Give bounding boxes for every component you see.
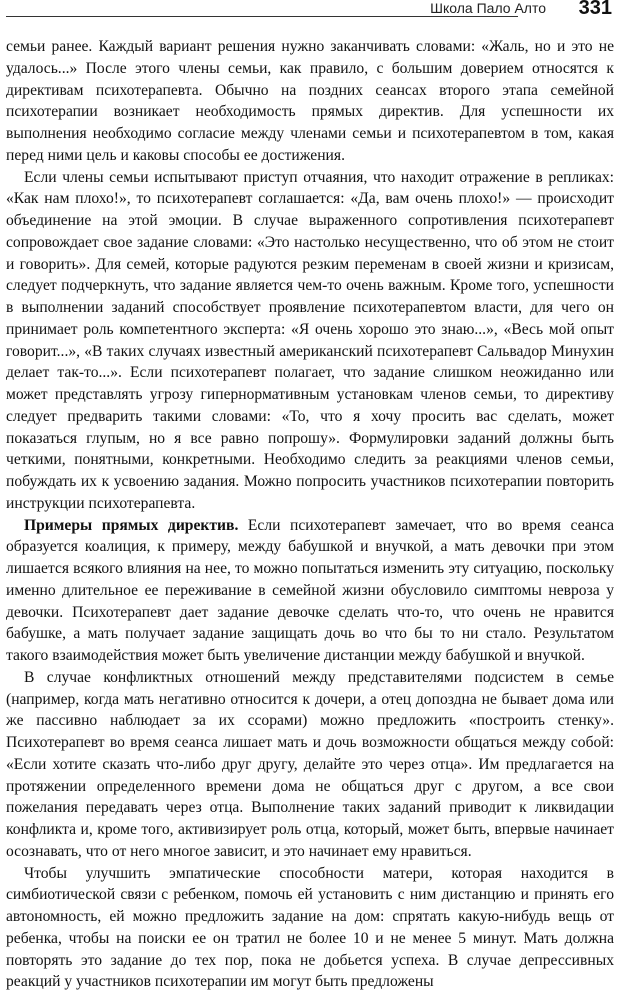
page-number: 331 [579, 0, 612, 20]
header-rule [6, 16, 518, 17]
page-header [0, 0, 620, 24]
paragraph-3 [6, 515, 614, 667]
body-text [6, 36, 614, 993]
paragraph-4 [6, 667, 614, 863]
paragraph-2 [6, 167, 614, 515]
running-title: Школа Пало Алто [424, 0, 546, 16]
paragraph-text: В случае конфликтных отношений между представителями подсистем в семье (например, когда мать негативно относится к дочери, а отец допоздна не бывает дома или же пассивно наблюдает за их ссорами) можно предложить «построить стенку». Психотерапевт во время сеанса лишает мать и дочь возможности общаться между собой: «Если хотите сказать что-либо друг другу, делайте это через отца». Им предлагается на протяжении определенного времени дома не общаться друг с другом, а все свои пожелания передавать через отца. Выполнение таких заданий приводит к ликвидации конфликта и, кроме того, активизирует роль отца, который, может быть, впервые начинает осознавать, что от него многое зависит, и это начинает ему нравиться. [6, 669, 614, 860]
paragraph-text: Чтобы улучшить эмпатические способности матери, которая находится в симбиотической связи с ребенком, помочь ей установить с ним дистанцию и принять его автономность, ей можно предложить задание на дом: спрятать какую-нибудь вещь от ребенка, чтобы на поиски ее он тратил не более 10 и не менее 5 минут. Мать должна повторять это задание до тех пор, пока не добьется успеха. В случае депрессивных реакций у участников психотерапии им могут быть предложены [6, 865, 614, 991]
paragraph-5 [6, 863, 614, 993]
section-run-in-heading: Примеры прямых директив. [24, 517, 238, 534]
paragraph-text: Если психотерапевт замечает, что во время сеанса образуется коалиция, к примеру, между бабушкой и внучкой, а мать девочки при этом лишается всякого влияния на нее, то можно попытаться изменить эту ситуацию, поскольку именно длительное ее переживание в семейной жизни обусловило симптомы невроза у девочки. Психотерапевт дает задание девочке сделать что-то, что очень не нравится бабушке, а мать получает задание защищать дочь во что бы то ни стало. Результатом такого взаимодействия может быть увеличение дистанции между бабушкой и внучкой. [6, 517, 614, 665]
paragraph-text: Если члены семьи испытывают приступ отчаяния, что находит отражение в репликах: «Как нам плохо!», то психотерапевт соглашается: «Да, вам очень плохо!» — происходит объединение на этой эмоции. В случае выраженного сопротивления психотерапевт сопровождает свое задание словами: «Это настолько несущественно, что об этом не стоит и говорить». Для семей, которые радуются резким переменам в своей жизни и кризисам, следует подчеркнуть, что задание является чем-то очень важным. Кроме того, успешности в выполнении заданий способствует проявление психотерапевтом власти, для чего он принимает роль компетентного эксперта: «Я очень хорошо это знаю...», «Весь мой опыт говорит...», «В таких случаях известный американский психотерапевт Сальвадор Минухин делает так-то...». Если психотерапевт полагает, что задание слишком неожиданно или может представлять угрозу гипернормативным установкам членов семьи, то директиву следует предварить такими словами: «То, что я хочу просить вас сделать, может показаться глупым, но я все равно попрошу». Формулировки заданий должны быть четкими, понятными, конкретными. Необходимо следить за реакциями членов семьи, побуждать их к усвоению задания. Можно попросить участников психотерапии повторить инструкции психотерапевта. [6, 169, 614, 512]
paragraph-text: семьи ранее. Каждый вариант решения нужно заканчивать словами: «Жаль, но и это не удалось...» После этого члены семьи, как правило, с большим доверием относятся к директивам психотерапевта. Обычно на поздних сеансах второго этапа семейной психотерапии возникает необходимость прямых директив. Для успешности их выполнения необходимо согласие между членами семьи и психотерапевтом в том, какая перед ними цель и каковы способы ее достижения. [6, 38, 614, 164]
paragraph-1 [6, 36, 614, 167]
